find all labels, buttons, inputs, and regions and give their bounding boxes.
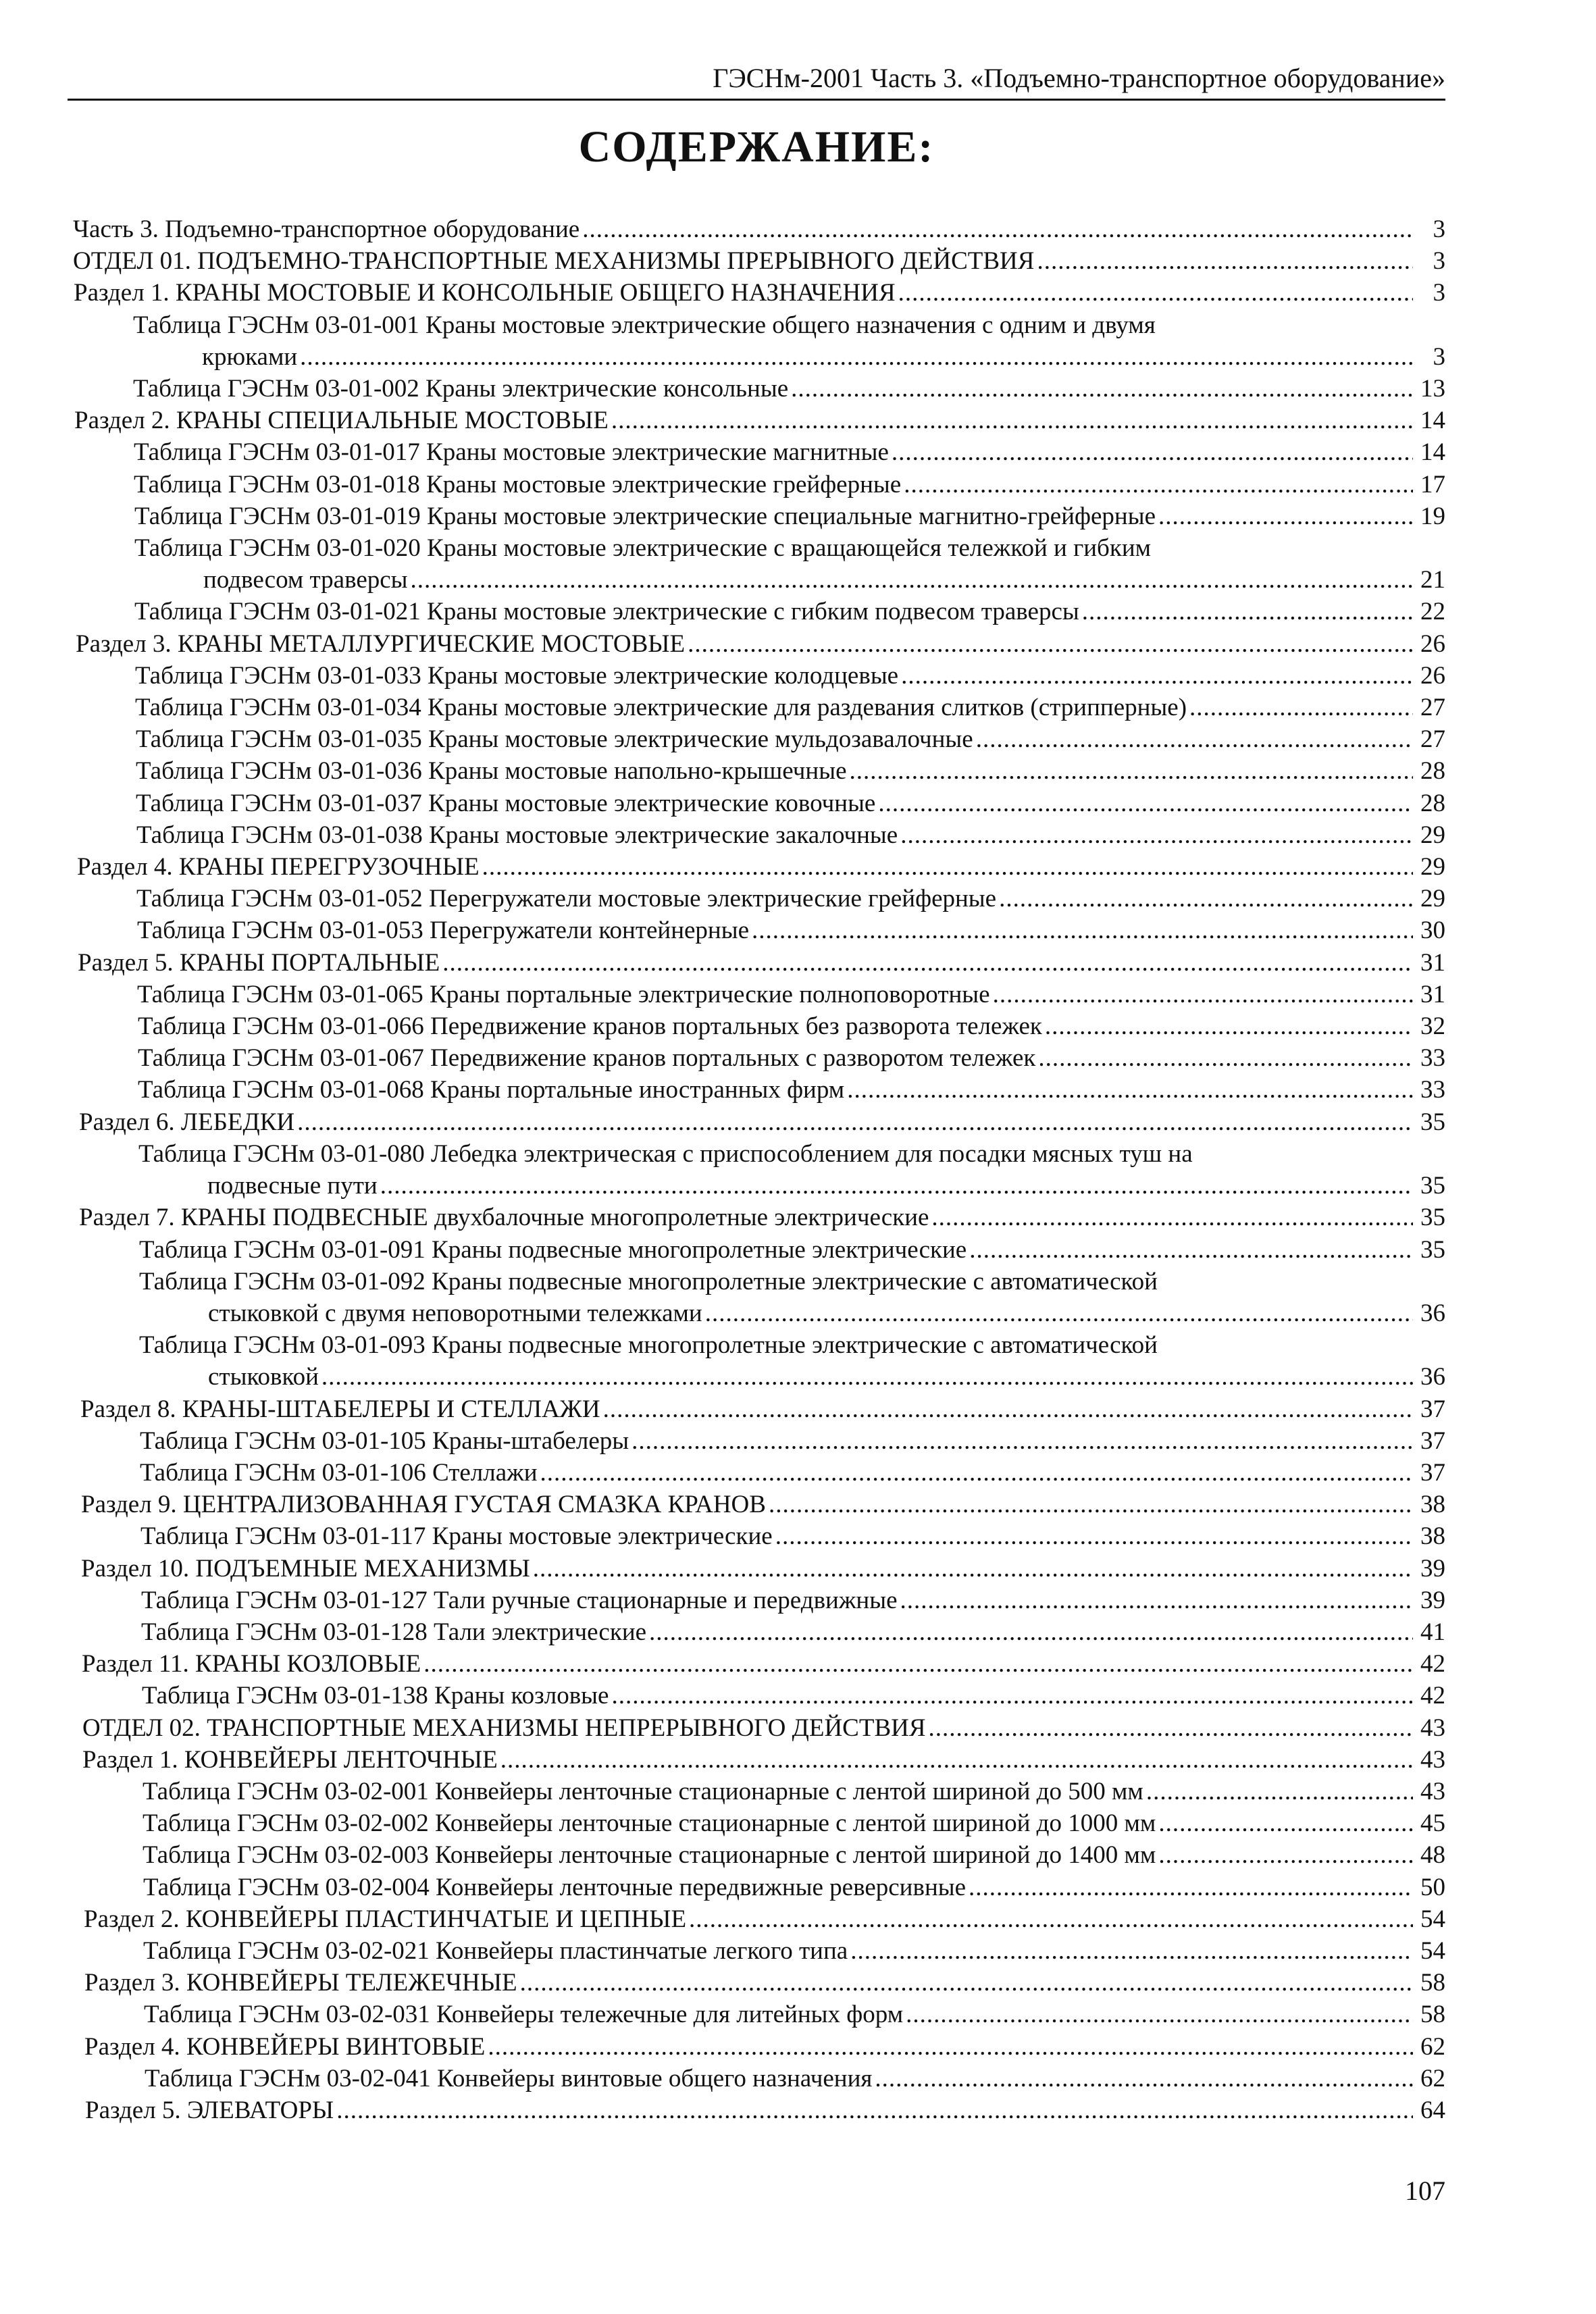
toc-section-entry[interactable] (84, 1967, 1445, 1999)
dot-leader (705, 1297, 1413, 1329)
toc-table-entry[interactable] (140, 1520, 1445, 1552)
toc-table-entry[interactable] (134, 500, 1445, 532)
toc-entry-title: Раздел 9. ЦЕНТРАЛИЗОВАННАЯ ГУСТАЯ СМАЗКА КРАНОВ (81, 1491, 766, 1519)
toc-entry-page: 37 (1420, 1458, 1445, 1487)
dot-leader (488, 2031, 1413, 2063)
toc-entry-page: 35 (1420, 1108, 1445, 1136)
toc-table-entry[interactable] (134, 469, 1445, 500)
toc-entry-title: Таблица ГЭСНм 03-01-037 Краны мостовые электрические ковочные (136, 789, 876, 817)
toc-table-entry[interactable] (136, 755, 1445, 787)
toc-table-entry[interactable] (144, 1999, 1445, 2030)
toc-entry-title: Раздел 11. КРАНЫ КОЗЛОВЫЕ (82, 1650, 421, 1678)
toc-entry-title: Таблица ГЭСНм 03-01-033 Краны мостовые электрические колодцевые (135, 661, 899, 690)
toc-entry-title: стыковкой (208, 1363, 319, 1391)
toc-entry-page: 43 (1420, 1714, 1445, 1742)
toc-entry-title: Раздел 3. КОНВЕЙЕРЫ ТЕЛЕЖЕЧНЫЕ (84, 1969, 517, 1997)
dot-leader (847, 1074, 1413, 1106)
toc-entry-title: Раздел 8. КРАНЫ-ШТАБЕЛЕРЫ И СТЕЛЛАЖИ (80, 1395, 600, 1423)
dot-leader (1189, 692, 1413, 723)
toc-section-entry[interactable] (82, 1712, 1445, 1744)
toc-section-entry[interactable] (79, 1106, 1445, 1138)
toc-entry-page: 35 (1420, 1235, 1445, 1264)
dot-leader (850, 755, 1414, 787)
toc-entry-title: Таблица ГЭСНм 03-01-106 Стеллажи (140, 1458, 538, 1487)
toc-table-entry[interactable] (143, 1807, 1445, 1839)
dot-leader (1146, 1776, 1413, 1807)
toc-section-entry[interactable] (81, 1553, 1445, 1585)
toc-table-entry[interactable] (143, 1935, 1445, 1967)
toc-table-entry[interactable] (138, 1074, 1445, 1106)
toc-section-entry[interactable] (85, 2094, 1445, 2126)
toc-entry-page: 26 (1420, 661, 1445, 690)
toc-entry-page: 3 (1433, 342, 1445, 371)
toc-table-entry[interactable] (143, 1872, 1445, 1903)
toc-entry-page: 37 (1420, 1426, 1445, 1455)
toc-table-entry[interactable] (142, 1680, 1445, 1712)
toc-entry-title: Таблица ГЭСНм 03-01-065 Краны портальные электрические полноповоротные (137, 980, 990, 1008)
toc-entry-title: Раздел 7. КРАНЫ ПОДВЕСНЫЕ двухбалочные многопролетные электрические (79, 1204, 929, 1232)
toc-entry-page: 58 (1420, 1969, 1445, 1997)
dot-leader (520, 1967, 1413, 1999)
dot-leader (380, 1170, 1413, 1202)
dot-leader (411, 564, 1413, 596)
toc-entry-page: 37 (1420, 1395, 1445, 1423)
dot-leader (875, 2063, 1413, 2094)
toc-entry-page: 48 (1420, 1841, 1445, 1870)
toc-entry-title: Таблица ГЭСНм 03-02-002 Конвейеры ленточные стационарные с лентой шириной до 1000 мм (143, 1809, 1156, 1838)
dot-leader (929, 1712, 1413, 1744)
toc-entry-title-line: Таблица ГЭСНм 03-01-020 Краны мостовые электрические с вращающейся тележкой и гибким (134, 534, 1152, 563)
toc-entry-page: 38 (1420, 1522, 1445, 1551)
dot-leader (649, 1616, 1413, 1648)
toc-entry-title: Раздел 2. КОНВЕЙЕРЫ ПЛАСТИНЧАТЫЕ И ЦЕПНЫЕ (84, 1905, 687, 1933)
toc-entry-page: 54 (1420, 1936, 1445, 1965)
dot-leader (1038, 1042, 1413, 1074)
dot-leader (878, 788, 1413, 819)
toc-section-entry[interactable] (76, 628, 1445, 660)
table-of-contents (0, 213, 1596, 2126)
toc-entry-title: ОТДЕЛ 01. ПОДЪЕМНО-ТРАНСПОРТНЫЕ МЕХАНИЗМЫ ПРЕРЫВНОГО ДЕЙСТВИЯ (73, 247, 1035, 276)
toc-entry-title: Таблица ГЭСНм 03-01-128 Тали электрические (141, 1618, 647, 1646)
toc-table-entry[interactable] (140, 1425, 1445, 1457)
toc-entry-title: Раздел 2. КРАНЫ СПЕЦИАЛЬНЫЕ МОСТОВЫЕ (74, 407, 609, 435)
toc-entry-title-line: Таблица ГЭСНм 03-01-080 Лебедка электрическая с приспособлением для посадки мясных туш на (138, 1139, 1193, 1168)
toc-entry-page: 41 (1420, 1618, 1445, 1646)
toc-entry-page: 27 (1420, 694, 1445, 722)
toc-entry-page: 27 (1420, 725, 1445, 754)
toc-section-entry[interactable] (81, 1489, 1445, 1520)
toc-entry-page: 28 (1420, 789, 1445, 817)
dot-leader (993, 979, 1413, 1010)
toc-entry-page: 29 (1420, 885, 1445, 913)
toc-section-entry[interactable] (74, 405, 1445, 436)
dot-leader (689, 1903, 1413, 1935)
toc-entry-title: ОТДЕЛ 02. ТРАНСПОРТНЫЕ МЕХАНИЗМЫ НЕПРЕРЫВНОГО ДЕЙСТВИЯ (82, 1714, 926, 1742)
toc-entry-page: 36 (1420, 1299, 1445, 1327)
toc-table-entry[interactable] (137, 979, 1445, 1010)
toc-entry-page: 36 (1420, 1363, 1445, 1391)
toc-entry-title: Таблица ГЭСНм 03-01-035 Краны мостовые электрические мульдозавалочные (136, 725, 973, 754)
toc-entry-page: 54 (1420, 1905, 1445, 1933)
toc-section-entry[interactable] (74, 277, 1445, 309)
dot-leader (900, 819, 1413, 851)
toc-entry-page: 33 (1420, 1044, 1445, 1073)
toc-entry-page: 28 (1420, 757, 1445, 786)
dot-leader (906, 1999, 1413, 2030)
dot-leader (688, 628, 1413, 660)
toc-table-entry[interactable] (133, 373, 1445, 405)
toc-entry-title: Таблица ГЭСНм 03-01-019 Краны мостовые электрические специальные магнитно-грейферные (134, 502, 1156, 530)
dot-leader (533, 1553, 1413, 1585)
dot-leader (791, 373, 1413, 405)
toc-entry-title: крюками (202, 342, 298, 371)
toc-table-entry[interactable] (133, 309, 1445, 373)
dot-leader (1037, 245, 1413, 277)
toc-section-entry[interactable] (80, 1393, 1445, 1425)
toc-entry-page: 3 (1433, 279, 1445, 307)
toc-table-entry[interactable] (136, 883, 1445, 915)
toc-entry-title-line: Таблица ГЭСНм 03-01-093 Краны подвесные многопролетные электрические с автоматической (139, 1331, 1158, 1360)
dot-leader (1158, 1839, 1413, 1871)
toc-entry-page: 35 (1420, 1204, 1445, 1232)
toc-entry-page: 21 (1420, 566, 1445, 594)
toc-table-entry[interactable] (139, 1266, 1445, 1329)
toc-table-entry[interactable] (134, 532, 1445, 596)
toc-entry-page: 39 (1420, 1554, 1445, 1583)
toc-table-entry[interactable] (143, 1776, 1445, 1807)
toc-entry-title: Таблица ГЭСНм 03-01-052 Перегружатели мостовые электрические грейферные (136, 885, 997, 913)
toc-table-entry[interactable] (139, 1329, 1445, 1393)
dot-leader (1158, 1807, 1413, 1839)
toc-entry-title: Раздел 3. КРАНЫ МЕТАЛЛУРГИЧЕСКИЕ МОСТОВЫЕ (76, 629, 686, 658)
dot-leader (1082, 596, 1413, 627)
toc-table-entry[interactable] (138, 1138, 1445, 1202)
toc-entry-title: Таблица ГЭСНм 03-01-067 Передвижение кранов портальных с разворотом тележек (138, 1044, 1036, 1073)
toc-section-entry[interactable] (73, 213, 1445, 245)
toc-entry-page: 29 (1420, 853, 1445, 881)
toc-table-entry[interactable] (135, 660, 1445, 692)
toc-table-entry[interactable] (140, 1457, 1445, 1489)
dot-leader (336, 2094, 1413, 2126)
toc-entry-page: 31 (1420, 948, 1445, 977)
toc-entry-page: 26 (1420, 629, 1445, 658)
dot-leader (999, 883, 1413, 915)
toc-table-entry[interactable] (139, 1234, 1445, 1266)
toc-table-entry[interactable] (145, 2063, 1445, 2094)
toc-entry-page: 14 (1420, 407, 1445, 435)
dot-leader (442, 947, 1413, 979)
toc-entry-title: Таблица ГЭСНм 03-01-034 Краны мостовые электрические для раздевания слитков (стрипперные) (135, 694, 1187, 722)
dot-leader (769, 1489, 1413, 1520)
dot-leader (297, 1106, 1413, 1138)
toc-entry-title: Раздел 5. ЭЛЕВАТОРЫ (85, 2096, 334, 2124)
toc-entry-page: 38 (1420, 1491, 1445, 1519)
toc-entry-title: Раздел 1. КРАНЫ МОСТОВЫЕ И КОНСОЛЬНЫЕ ОБЩЕГО НАЗНАЧЕНИЯ (74, 279, 896, 307)
dot-leader (1158, 500, 1413, 532)
dot-leader (611, 405, 1413, 436)
toc-entry-title: Раздел 4. КОНВЕЙЕРЫ ВИНТОВЫЕ (84, 2032, 486, 2061)
dot-leader (500, 1744, 1413, 1776)
dot-leader (901, 660, 1413, 692)
toc-section-entry[interactable] (79, 1202, 1445, 1233)
toc-entry-page: 42 (1420, 1682, 1445, 1710)
dot-leader (850, 1935, 1413, 1967)
toc-entry-page: 29 (1420, 821, 1445, 849)
toc-entry-page: 42 (1420, 1650, 1445, 1678)
toc-entry-page: 14 (1420, 438, 1445, 467)
page-number: 107 (1405, 2176, 1445, 2206)
toc-entry-page: 30 (1420, 917, 1445, 945)
dot-leader (969, 1234, 1413, 1266)
dot-leader (423, 1648, 1413, 1680)
toc-section-entry[interactable] (77, 851, 1445, 883)
toc-table-entry[interactable] (136, 788, 1445, 819)
toc-entry-page: 35 (1420, 1172, 1445, 1200)
dot-leader (976, 723, 1413, 755)
dot-leader (898, 277, 1413, 309)
toc-entry-page: 50 (1420, 1873, 1445, 1901)
toc-entry-page: 39 (1420, 1586, 1445, 1614)
toc-table-entry[interactable] (137, 915, 1445, 946)
toc-entry-page: 22 (1420, 598, 1445, 626)
running-header: ГЭСНм-2001 Часть 3. «Подъемно-транспортное оборудование» (68, 62, 1445, 101)
toc-section-entry[interactable] (82, 1744, 1445, 1776)
toc-table-entry[interactable] (143, 1839, 1445, 1871)
dot-leader (1045, 1010, 1413, 1042)
dot-leader (931, 1202, 1413, 1233)
dot-leader (611, 1680, 1413, 1712)
toc-entry-page: 3 (1433, 247, 1445, 276)
toc-entry-page: 32 (1420, 1012, 1445, 1041)
toc-entry-title: подвесом траверсы (203, 566, 408, 594)
toc-entry-title-line: Таблица ГЭСНм 03-01-092 Краны подвесные многопролетные электрические с автоматической (139, 1267, 1158, 1295)
toc-entry-title: Часть 3. Подъемно-транспортное оборудование (73, 215, 580, 243)
toc-entry-title: Таблица ГЭСНм 03-02-004 Конвейеры ленточные передвижные реверсивные (143, 1873, 967, 1901)
toc-entry-title: Таблица ГЭСНм 03-01-127 Тали ручные стационарные и передвижные (141, 1586, 898, 1614)
dot-leader (904, 469, 1413, 500)
toc-section-entry[interactable] (84, 1903, 1445, 1935)
dot-leader (969, 1872, 1413, 1903)
toc-entry-title: Таблица ГЭСНм 03-01-021 Краны мостовые электрические с гибким подвесом траверсы (134, 598, 1079, 626)
toc-entry-title: Раздел 6. ЛЕБЕДКИ (79, 1108, 295, 1136)
toc-entry-title: Таблица ГЭСНм 03-01-068 Краны портальные иностранных фирм (138, 1076, 845, 1104)
dot-leader (632, 1425, 1413, 1457)
toc-entry-page: 43 (1420, 1777, 1445, 1805)
toc-entry-title: Таблица ГЭСНм 03-02-021 Конвейеры пластинчатые легкого типа (143, 1936, 848, 1965)
toc-entry-title: Таблица ГЭСНм 03-01-117 Краны мостовые электрические (140, 1522, 773, 1551)
toc-entry-title: Таблица ГЭСНм 03-01-002 Краны электрические консольные (133, 375, 789, 403)
dot-leader (482, 851, 1413, 883)
toc-entry-page: 31 (1420, 980, 1445, 1008)
toc-entry-page: 64 (1420, 2096, 1445, 2124)
toc-entry-title: Таблица ГЭСНм 03-01-036 Краны мостовые напольно-крышечные (136, 757, 847, 786)
toc-table-entry[interactable] (135, 692, 1445, 723)
toc-entry-title: Раздел 1. КОНВЕЙЕРЫ ЛЕНТОЧНЫЕ (82, 1745, 498, 1774)
toc-section-entry[interactable] (84, 2031, 1445, 2063)
toc-entry-page: 62 (1420, 2064, 1445, 2092)
toc-section-entry[interactable] (73, 245, 1445, 277)
toc-table-entry[interactable] (138, 1042, 1445, 1074)
toc-entry-title: Таблица ГЭСНм 03-01-091 Краны подвесные многопролетные электрические (139, 1235, 967, 1264)
dot-leader (582, 213, 1413, 245)
toc-entry-title: стыковкой с двумя неповоротными тележками (208, 1299, 702, 1327)
toc-entry-page: 45 (1420, 1809, 1445, 1838)
toc-entry-title: Таблица ГЭСНм 03-02-001 Конвейеры ленточные стационарные с лентой шириной до 500 мм (143, 1777, 1143, 1805)
toc-table-entry[interactable] (134, 436, 1445, 468)
toc-entry-title: Таблица ГЭСНм 03-01-066 Передвижение кранов портальных без разворота тележек (138, 1012, 1042, 1041)
toc-entry-title: подвесные пути (207, 1172, 378, 1200)
toc-entry-title: Раздел 5. КРАНЫ ПОРТАЛЬНЫЕ (78, 948, 440, 977)
toc-table-entry[interactable] (136, 723, 1445, 755)
toc-entry-title: Таблица ГЭСНм 03-01-105 Краны-штабелеры (140, 1426, 629, 1455)
toc-entry-page: 62 (1420, 2032, 1445, 2061)
toc-table-entry[interactable] (138, 1010, 1445, 1042)
toc-entry-title: Таблица ГЭСНм 03-02-041 Конвейеры винтовые общего назначения (145, 2064, 873, 2092)
dot-leader (321, 1361, 1413, 1393)
dot-leader (900, 1585, 1414, 1616)
toc-entry-page: 33 (1420, 1076, 1445, 1104)
toc-entry-title: Таблица ГЭСНм 03-01-138 Краны козловые (142, 1682, 609, 1710)
dot-leader (603, 1393, 1413, 1425)
dot-leader (300, 341, 1413, 373)
toc-entry-page: 58 (1420, 2001, 1445, 2029)
toc-entry-page: 19 (1420, 502, 1445, 530)
toc-entry-page: 43 (1420, 1745, 1445, 1774)
toc-entry-title-line: Таблица ГЭСНм 03-01-001 Краны мостовые электрические общего назначения с одним и двумя (133, 311, 1156, 339)
dot-leader (540, 1457, 1413, 1489)
toc-entry-title: Таблица ГЭСНм 03-02-031 Конвейеры тележечные для литейных форм (144, 2001, 904, 2029)
toc-section-entry[interactable] (78, 947, 1445, 979)
toc-table-entry[interactable] (141, 1616, 1445, 1648)
toc-table-entry[interactable] (141, 1585, 1445, 1616)
toc-entry-page: 3 (1433, 215, 1445, 243)
toc-entry-title: Раздел 4. КРАНЫ ПЕРЕГРУЗОЧНЫЕ (77, 853, 480, 881)
dot-leader (752, 915, 1413, 946)
toc-table-entry[interactable] (136, 819, 1445, 851)
toc-entry-title: Таблица ГЭСНм 03-01-053 Перегружатели контейнерные (137, 917, 750, 945)
toc-table-entry[interactable] (134, 596, 1445, 627)
toc-entry-page: 13 (1420, 375, 1445, 403)
dot-leader (775, 1520, 1413, 1552)
toc-entry-page: 17 (1420, 470, 1445, 498)
dot-leader (892, 436, 1413, 468)
toc-entry-title: Таблица ГЭСНм 03-01-038 Краны мостовые электрические закалочные (136, 821, 898, 849)
toc-entry-title: Раздел 10. ПОДЪЕМНЫЕ МЕХАНИЗМЫ (81, 1554, 530, 1583)
toc-entry-title: Таблица ГЭСНм 03-01-017 Краны мостовые электрические магнитные (134, 438, 889, 467)
toc-entry-title: Таблица ГЭСНм 03-01-018 Краны мостовые электрические грейферные (134, 470, 902, 498)
page-title: СОДЕРЖАНИЕ: (578, 122, 935, 172)
toc-entry-title: Таблица ГЭСНм 03-02-003 Конвейеры ленточные стационарные с лентой шириной до 1400 мм (143, 1841, 1156, 1870)
toc-section-entry[interactable] (82, 1648, 1445, 1680)
